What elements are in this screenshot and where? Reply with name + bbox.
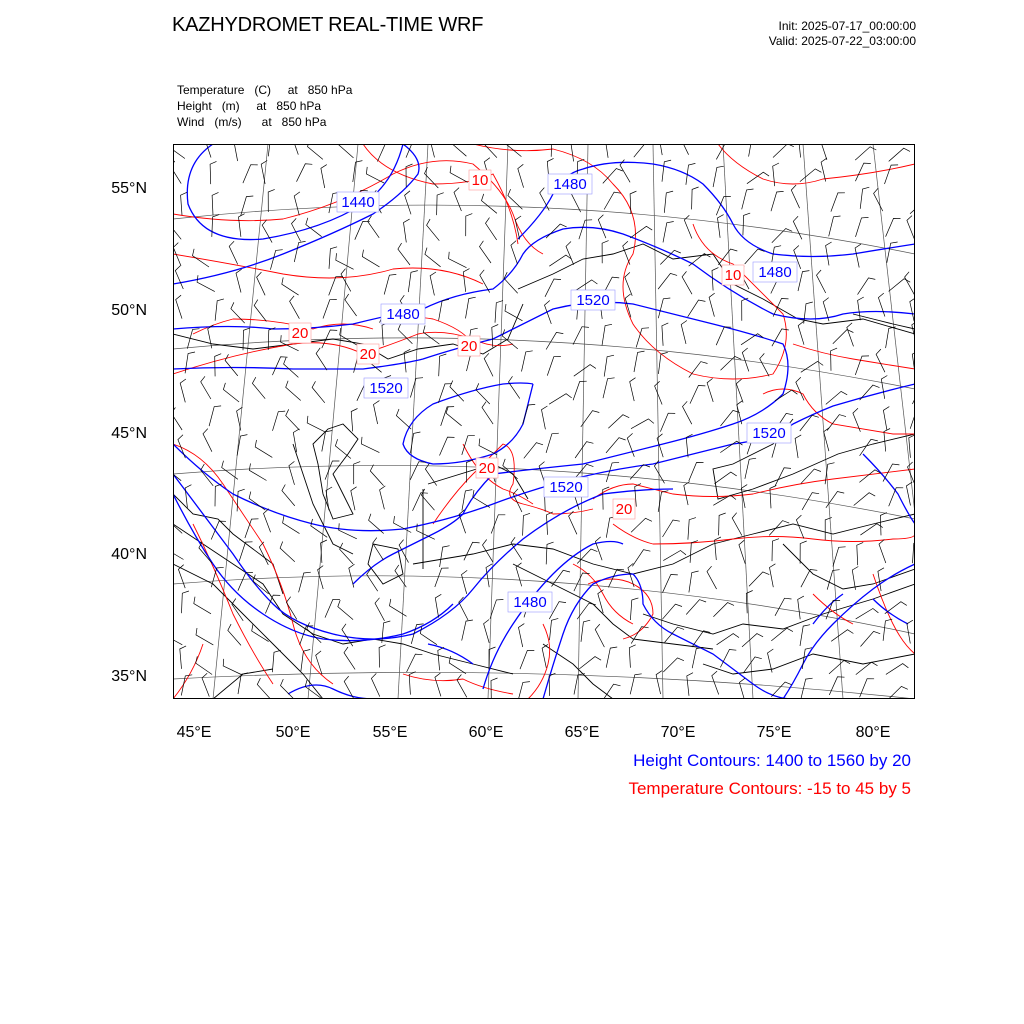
field-descriptions: [177, 82, 352, 130]
temp-label-20-south: 20: [615, 501, 633, 518]
lon-label-75e: 75°E: [756, 724, 792, 741]
temp-label-10-east: 10: [724, 267, 742, 284]
lat-label-35n: 35°N: [111, 668, 147, 685]
temp-label-10-north: 10: [471, 172, 489, 189]
lat-label-40n: 40°N: [111, 546, 147, 563]
lon-label-80e: 80°E: [855, 724, 891, 741]
height-label-1480-south: 1480: [513, 594, 547, 611]
temperature-contour-legend: Temperature Contours: -15 to 45 by 5: [628, 779, 911, 798]
field-wind: Wind (m/s) at 850 hPa: [177, 115, 327, 129]
field-temperature: Temperature (C) at 850 hPa: [177, 83, 353, 97]
map-panel: [173, 144, 915, 699]
height-label-1440: 1440: [341, 194, 375, 211]
lon-label-50e: 50°E: [275, 724, 311, 741]
valid-time: Valid: 2025-07-22_03:00:00: [768, 34, 916, 48]
lat-label-50n: 50°N: [111, 302, 147, 319]
init-time: Init: 2025-07-17_00:00:00: [778, 19, 916, 33]
lon-label-70e: 70°E: [660, 724, 696, 741]
temp-label-20-volga: 20: [291, 325, 309, 342]
map-title: KAZHYDROMET REAL-TIME WRF: [172, 14, 484, 36]
height-contour-legend: Height Contours: 1400 to 1560 by 20: [633, 751, 911, 770]
height-label-1520-central: 1520: [549, 479, 583, 496]
lat-label-45n: 45°N: [111, 425, 147, 442]
run-times: [769, 19, 916, 49]
lon-label-55e: 55°E: [372, 724, 408, 741]
lat-label-55n: 55°N: [111, 180, 147, 197]
height-label-1520-west: 1520: [369, 380, 403, 397]
temp-label-20-turgay: 20: [460, 338, 478, 355]
lon-label-65e: 65°E: [564, 724, 600, 741]
map-canvas: [173, 144, 915, 699]
temp-label-20-aral: 20: [478, 460, 496, 477]
height-label-1480-north: 1480: [553, 176, 587, 193]
lon-label-60e: 60°E: [468, 724, 504, 741]
height-label-1520-aral: 1520: [576, 292, 610, 309]
height-label-1480-east: 1480: [758, 264, 792, 281]
height-label-1480-caspian: 1480: [386, 306, 420, 323]
height-label-1520-east: 1520: [752, 425, 786, 442]
temp-label-20-ural: 20: [359, 346, 377, 363]
field-height: Height (m) at 850 hPa: [177, 99, 322, 113]
lon-label-45e: 45°E: [176, 724, 212, 741]
